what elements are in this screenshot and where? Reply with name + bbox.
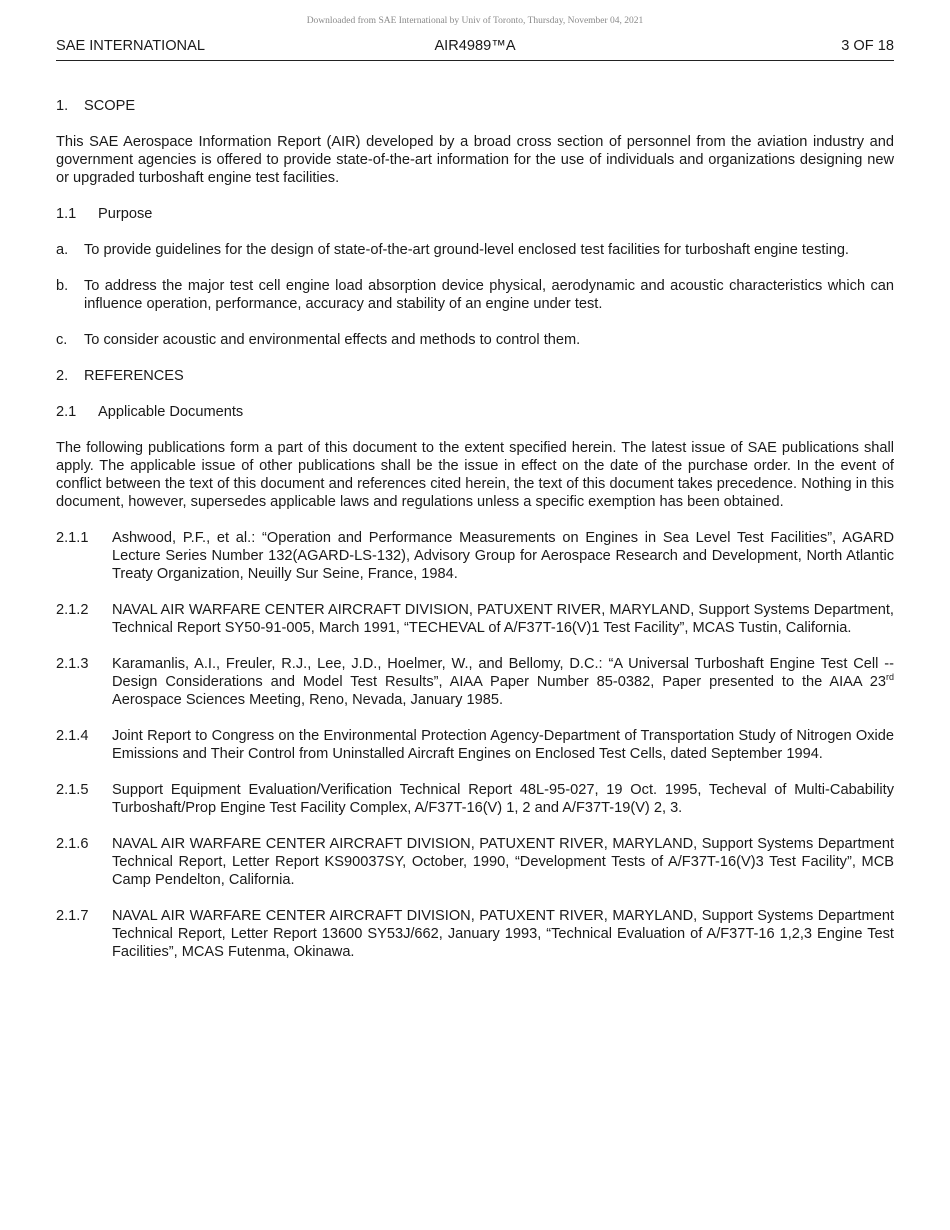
reference-item [56,781,894,817]
reference-text [112,655,894,709]
reference-text-part: Karamanlis, A.I., Freuler, R.J., Lee, J.D., Hoelmer, W., and Bellomy, D.C.: “A Universal Turboshaft Engine Test Cell -- Design Considerations and Model Test Results”, AIAA Paper Number 85-0382, Paper presented to the AIAA 23 [112,656,894,690]
section-number: 1.1 [56,206,77,222]
section-number: 1. [56,98,69,114]
scope-paragraph: This SAE Aerospace Information Report (AIR) developed by a broad cross section of personnel from the aviation industry and government agencies is offered to provide state-of-the-art information for the use of individuals and organizations designing new or upgraded turboshaft engine test facilities. [56,134,894,186]
page-header [56,38,894,61]
purpose-item-b [56,277,894,313]
reference-number: 2.1.2 [56,602,89,618]
purpose-item-a [56,241,894,259]
item-label: a. [56,242,69,258]
item-label: c. [56,332,68,348]
section-title: REFERENCES [84,368,184,384]
document-body [56,97,894,961]
reference-number: 2.1.1 [56,530,89,546]
section-number: 2. [56,368,69,384]
reference-item [56,529,894,583]
reference-number: 2.1.3 [56,656,89,672]
reference-item [56,727,894,763]
reference-item [56,655,894,709]
reference-text: NAVAL AIR WARFARE CENTER AIRCRAFT DIVISION, PATUXENT RIVER, MARYLAND, Support Systems Department Technical Report, Letter Report 13600 SY53J/662, January 1993, “Technical Evaluation of A/F37T-16 1,2,3 Engine Test Facilities”, MCAS Futenma, Okinawa. [112,908,894,960]
header-org: SAE INTERNATIONAL [56,38,205,54]
header-doc-id: AIR4989™A [434,38,516,54]
reference-text: Joint Report to Congress on the Environmental Protection Agency-Department of Transportation Study of Nitrogen Oxide Emissions and Their Control from Uninstalled Aircraft Engines on Enclosed Test Cells, dated September 1994. [112,728,894,762]
reference-number: 2.1.7 [56,908,89,924]
item-text: To consider acoustic and environmental effects and methods to control them. [84,332,581,348]
reference-item [56,907,894,961]
reference-item [56,835,894,889]
reference-text: NAVAL AIR WARFARE CENTER AIRCRAFT DIVISION, PATUXENT RIVER, MARYLAND, Support Systems Department, Technical Report SY50-91-005, March 1991, “TECHEVAL of A/F37T-16(V)1 Test Facility”, MCAS Tustin, California. [112,602,894,636]
download-watermark: Downloaded from SAE International by Univ of Toronto, Thursday, November 04, 2021 [306,16,644,26]
reference-text-part: Aerospace Sciences Meeting, Reno, Nevada, January 1985. [112,692,504,708]
section-scope-heading [56,97,894,115]
reference-number: 2.1.4 [56,728,89,744]
applicable-paragraph: The following publications form a part of this document to the extent specified herein. The latest issue of SAE publications shall apply. The applicable issue of other publications shall be the issue in effect on the date of the purchase order. In the event of conflict between the text of this document and references cited herein, the text of this document takes precedence. Nothing in this document, however, supersedes applicable laws and regulations unless a specific exemption has been obtained. [56,440,894,510]
section-references-heading [56,367,894,385]
section-number: 2.1 [56,404,77,420]
section-title: Purpose [98,206,153,222]
item-label: b. [56,278,69,294]
header-page-number: 3 OF 18 [841,38,894,54]
purpose-item-c [56,331,894,349]
reference-text: Support Equipment Evaluation/Verification Technical Report 48L-95-027, 19 Oct. 1995, Techeval of Multi-Cabability Turboshaft/Prop Engine Test Facility Complex, A/F37T-16(V) 1, 2 and A/F37T-19(V) 2, 3. [112,782,894,816]
ordinal-superscript: rd [885,672,894,683]
section-purpose-heading [56,205,894,223]
reference-number: 2.1.5 [56,782,89,798]
reference-text: Ashwood, P.F., et al.: “Operation and Performance Measurements on Engines in Sea Level Test Facilities”, AGARD Lecture Series Number 132(AGARD-LS-132), Advisory Group for Aerospace Research and Development, North Atlantic Treaty Organization, Neuilly Sur Seine, France, 1984. [112,530,894,582]
section-title: SCOPE [84,98,136,114]
item-text: To provide guidelines for the design of state-of-the-art ground-level enclosed test facilities for turboshaft engine testing. [84,242,849,258]
reference-text: NAVAL AIR WARFARE CENTER AIRCRAFT DIVISION, PATUXENT RIVER, MARYLAND, Support Systems Department Technical Report, Letter Report KS90037SY, October, 1990, “Development Tests of A/F37T-16(V)3 Test Facility”, MCB Camp Pendelton, California. [112,836,894,888]
item-text: To address the major test cell engine load absorption device physical, aerodynamic and acoustic characteristics which can influence operation, performance, accuracy and stability of an engine under test. [84,278,894,312]
reference-number: 2.1.6 [56,836,89,852]
section-applicable-heading [56,403,894,421]
reference-item [56,601,894,637]
section-title: Applicable Documents [98,404,244,420]
